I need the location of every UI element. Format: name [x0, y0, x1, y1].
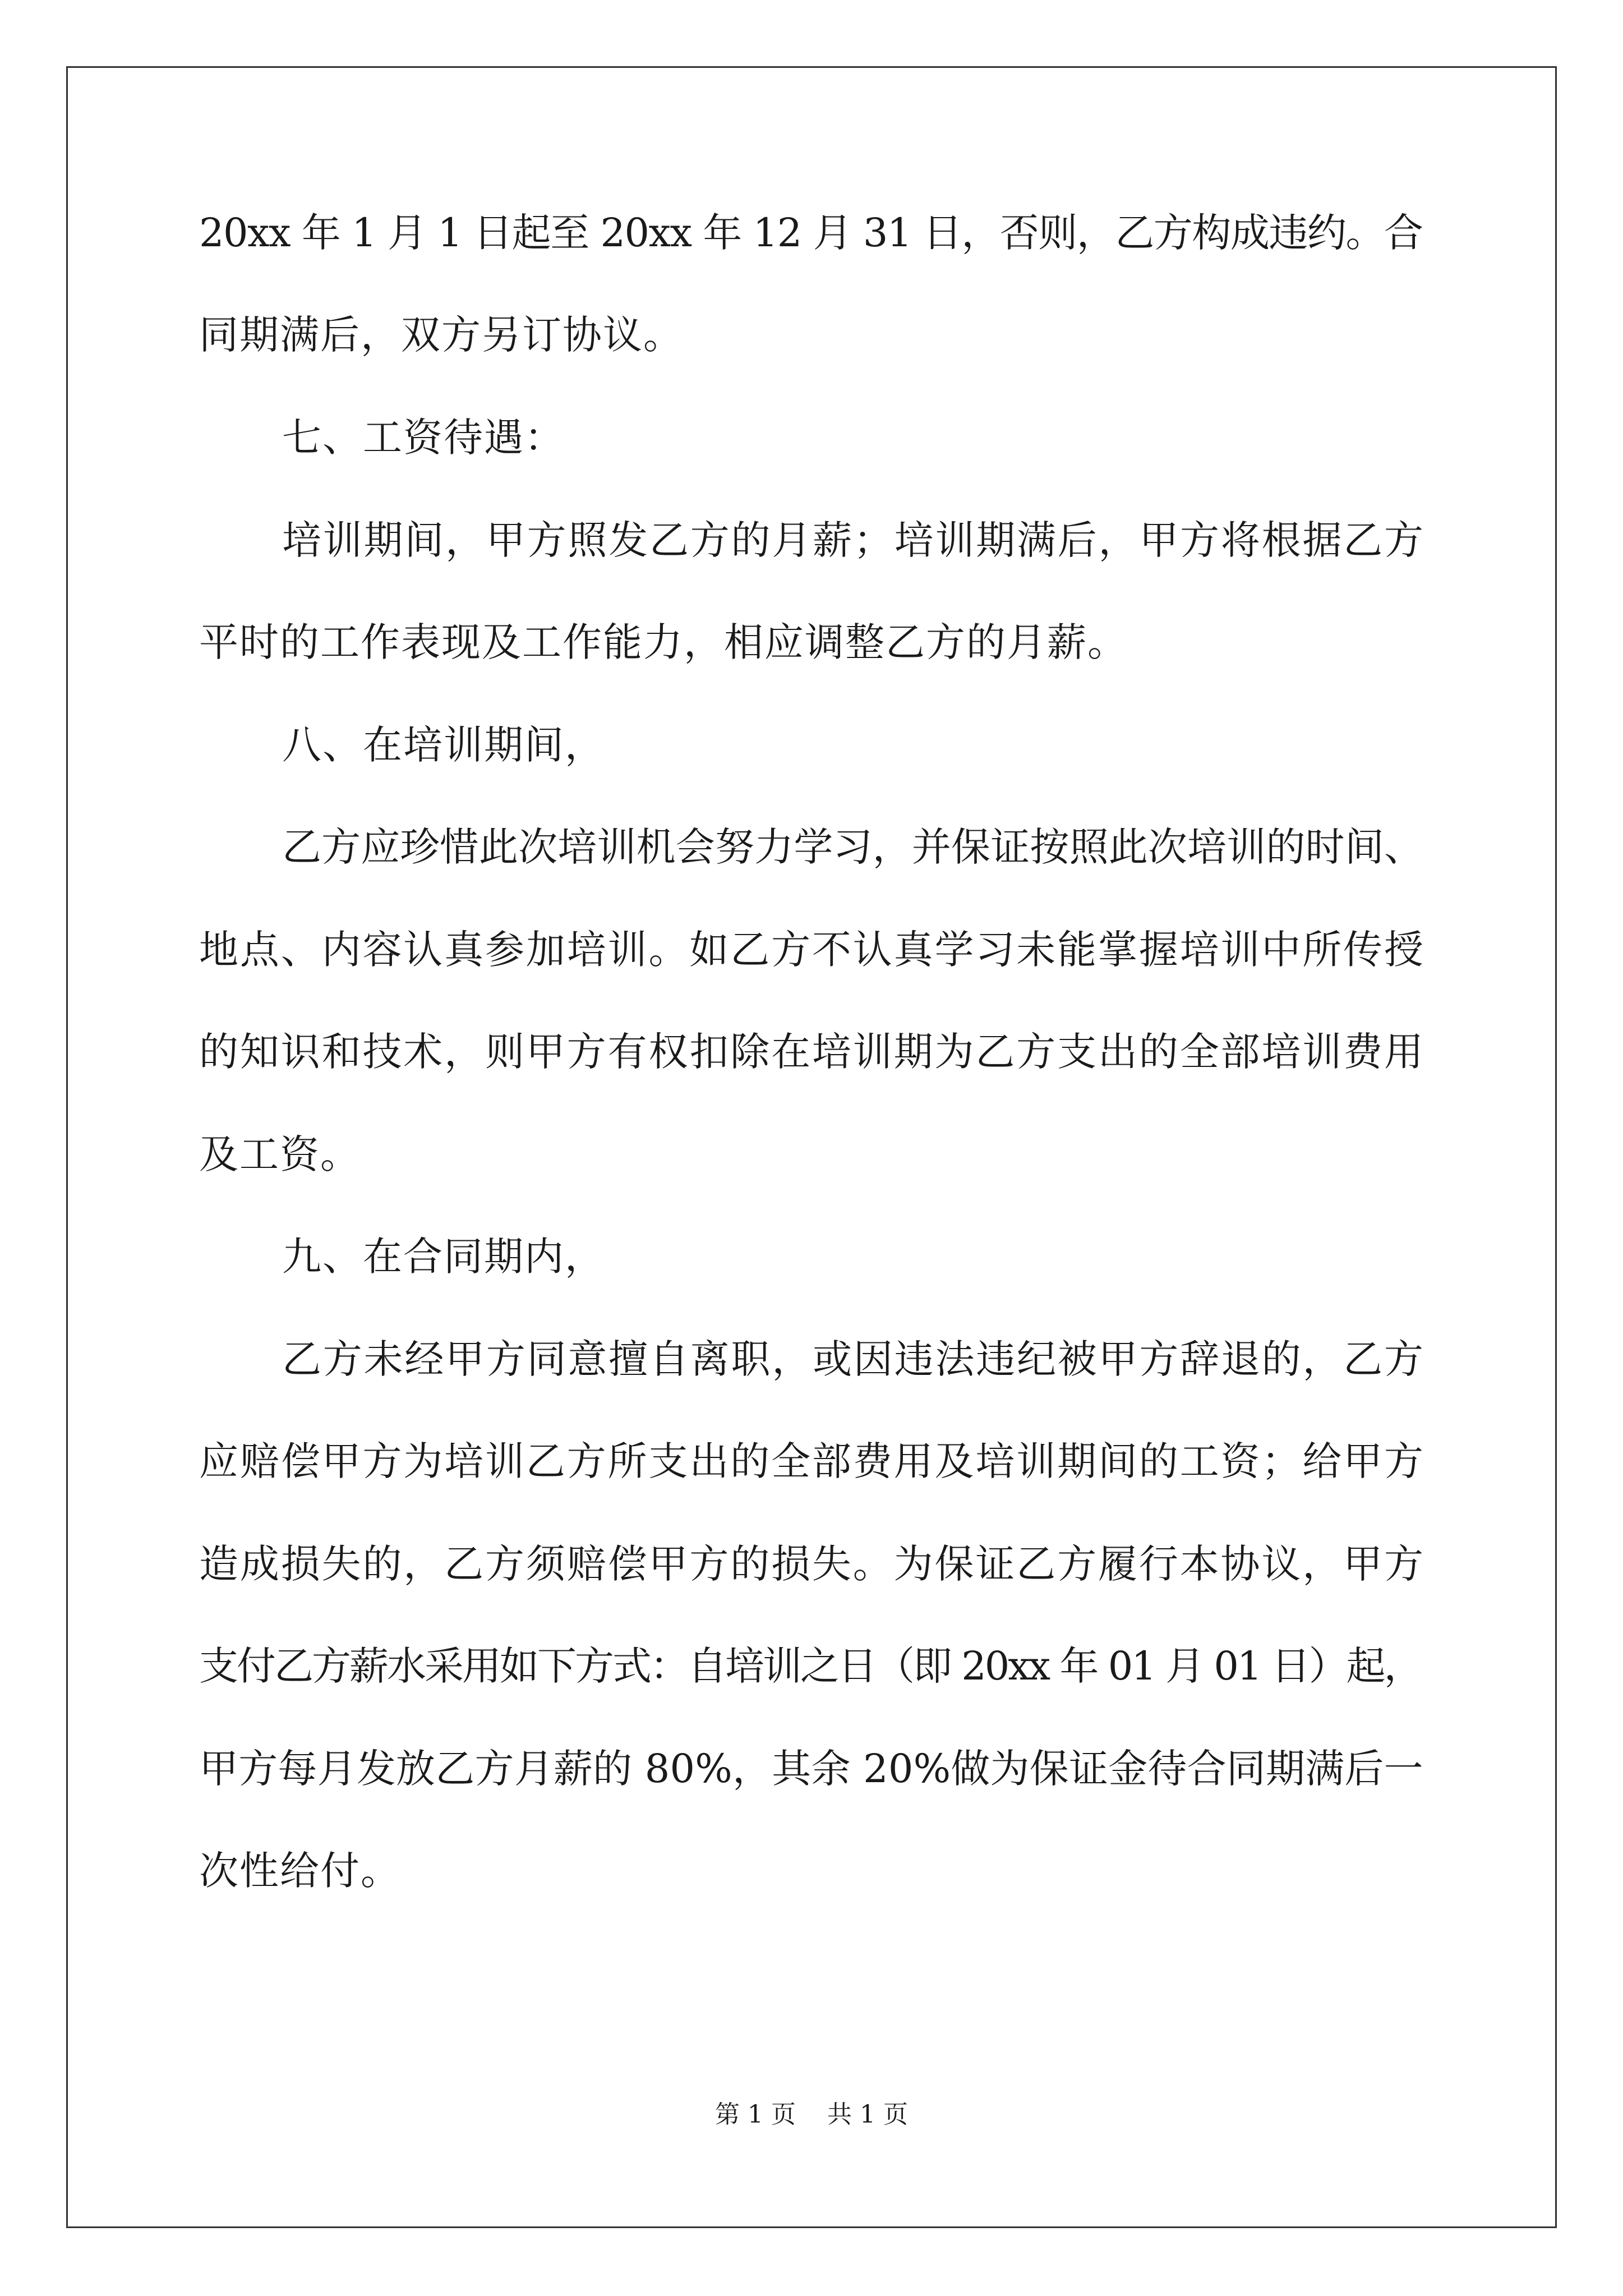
document-line: 同期满后，双方另订协议。	[199, 312, 684, 358]
section-heading: 七、工资待遇：	[282, 415, 565, 461]
page-footer	[0, 2101, 1623, 2129]
document-line: 造成损失的，乙方须赔偿甲方的损失。为保证乙方履行本协议，甲方	[199, 1541, 1425, 1587]
document-line: 支付乙方薪水采用如下方式：自培训之日（即 20xx 年 01 月 01 日）起，	[199, 1643, 1422, 1689]
document-line: 平时的工作表现及工作能力，相应调整乙方的月薪。	[199, 619, 1128, 665]
page-total: 共 1 页	[827, 2100, 908, 2129]
document-line: 乙方应珍惜此次培训机会努力学习，并保证按照此次培训的时间、	[282, 824, 1424, 870]
section-heading: 九、在合同期内，	[282, 1234, 605, 1280]
document-line: 次性给付。	[199, 1848, 401, 1894]
document-line: 20xx 年 1 月 1 日起至 20xx 年 12 月 31 日，否则，乙方构成违约。合	[199, 210, 1423, 256]
section-heading: 八、在培训期间，	[282, 722, 605, 768]
document-line: 应赔偿甲方为培训乙方所支出的全部费用及培训期间的工资；给甲方	[199, 1438, 1425, 1484]
document-line: 的知识和技术，则甲方有权扣除在培训期为乙方支出的全部培训费用	[199, 1029, 1425, 1075]
page-number: 第 1 页	[715, 2100, 796, 2129]
document-line: 乙方未经甲方同意擅自离职，或因违法违纪被甲方辞退的，乙方	[282, 1336, 1425, 1382]
document-line: 地点、内容认真参加培训。如乙方不认真学习未能掌握培训中所传授	[199, 927, 1425, 973]
document-line: 培训期间，甲方照发乙方的月薪；培训期满后，甲方将根据乙方	[282, 517, 1425, 563]
document-line: 及工资。	[199, 1131, 361, 1177]
document-line: 甲方每月发放乙方月薪的 80%，其余 20%做为保证金待合同期满后一	[199, 1746, 1423, 1792]
